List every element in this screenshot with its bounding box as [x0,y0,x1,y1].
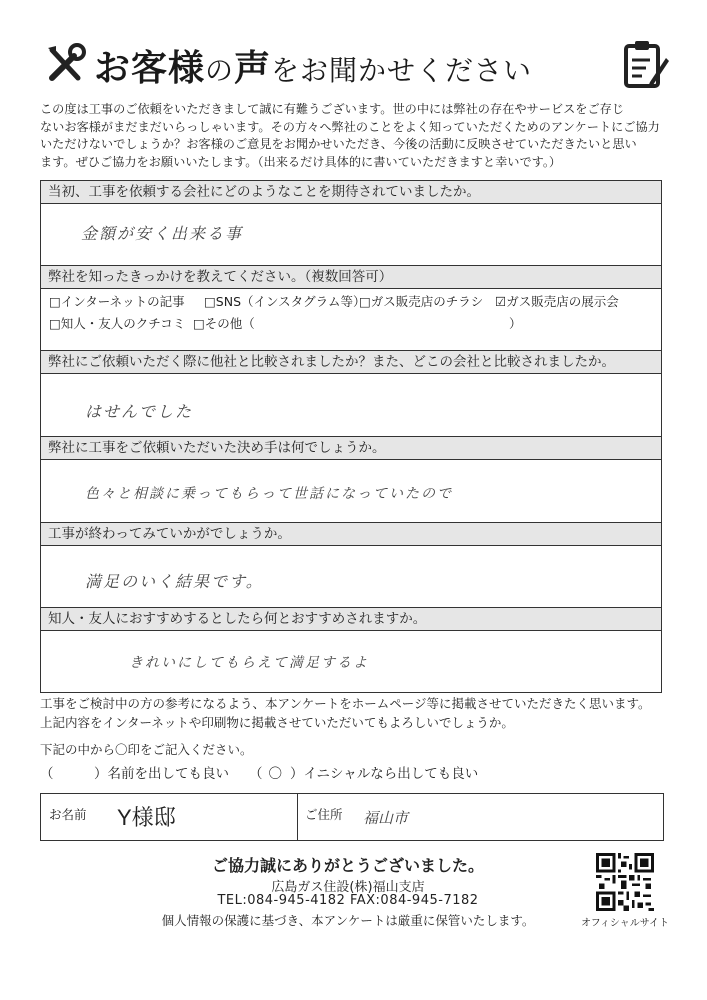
question-label-1: 当初、工事を依頼する会社にどのようなことを期待されていましたか。 [41,181,661,204]
title-part-d: をお聞かせください [271,54,533,87]
title-part-a: お客様 [94,48,206,89]
title-part-b: の [205,54,235,87]
thanks-text: ご協力誠にありがとうございました。 [211,856,484,875]
qr-caption: オフィシャルサイト [581,918,669,929]
divider [297,794,298,840]
question-box-3 [40,350,662,437]
address-field[interactable]: 福山市 [363,809,409,827]
note-line-1: 工事をご検討中の方の参考になるよう、本アンケートをホームページ等に掲載させていただきたく思います。 [40,696,651,711]
answer-4[interactable]: 色々と相談に乗ってもらって世話になっていたので [85,486,453,502]
option-sns[interactable]: □SNS（インスタグラム等） [204,294,366,309]
privacy-note: 個人情報の保護に基づき、本アンケートは厳重に保管いたします。 [161,913,535,928]
clipboard-pen-icon [622,38,670,90]
tools-icon [44,42,88,86]
publish-choice [40,765,680,784]
note-line-3: 下記の中から〇印をご記入ください。 [40,742,253,757]
note-line-2: 上記内容をインターネットや印刷物に掲載させていただいてもよろしいでしょうか。 [40,715,514,730]
answer-1[interactable]: 金額が安く出来る事 [81,224,244,243]
question-label-5: 工事が終わってみていかがでしょうか。 [41,523,661,546]
option-internet[interactable]: □インターネットの記事 [49,294,185,309]
choice-initial[interactable]: ）イニシャルなら出しても良い [290,766,479,782]
question-box-2 [40,265,662,351]
choice-name[interactable]: （ ）名前を出しても良い [40,766,229,782]
option-gas-flyer[interactable]: □ガス販売店のチラシ [359,294,484,309]
contact-info: TEL:084-945-4182 FAX:084-945-7182 [217,893,479,908]
option-friend[interactable]: □知人・友人のクチコミ [49,316,186,331]
title-part-c: 声 [234,48,272,89]
qr-code[interactable] [596,853,654,911]
title-text [94,40,532,91]
name-address-box [40,793,664,841]
question-label-6: 知人・友人におすすめするとしたら何とおすすめされますか。 [41,608,661,631]
question-box-1 [40,180,662,266]
answer-6[interactable]: きれいにしてもらえて満足するよ [129,655,369,671]
option-gas-showroom[interactable]: ☑ガス販売店の展示会 [495,294,619,309]
page-title [0,36,707,96]
question-label-4: 弊社に工事をご依頼いただいた決め手は何でしょうか。 [41,437,661,460]
intro-text: この度は工事のご依頼をいただきまして誠に有難うございます。世の中には弊社の存在やサービスをご存じ ないお客様がまだまだいらっしゃいます。その方々へ弊社のことをよく知っていただくためのアンケートにご協力 いただけないでしょうか？お客様のご意見をお聞かせいただき、今後の活動に反映させていただきたいと思い ます。ぜひご協力をお願いいたします。（出来るだけ具体的に書いていただきますと幸いです。） [40,102,660,169]
name-field[interactable]: Y様邸 [117,805,176,830]
question-box-5 [40,522,662,608]
option-other[interactable]: □その他（ [193,316,255,331]
choice-initial-open: （ [249,766,263,782]
company-name: 広島ガス住設(株)福山支店 [271,880,425,895]
question-box-4 [40,436,662,523]
question-label-3: 弊社にご依頼いただく際に他社と比較されましたか？また、どこの会社と比較されましたか。 [41,351,661,374]
answer-3[interactable]: はせんでした [85,402,194,421]
address-label: ご住所 [305,807,343,822]
question-label-2: 弊社を知ったきっかけを教えてください。（複数回答可） [41,266,661,289]
option-other-close: ） [509,316,522,331]
answer-5[interactable]: 満足のいく結果です。 [85,572,264,591]
name-label: お名前 [49,807,87,822]
choice-initial-mark[interactable]: 〇 [268,766,282,782]
question-box-6 [40,607,662,693]
